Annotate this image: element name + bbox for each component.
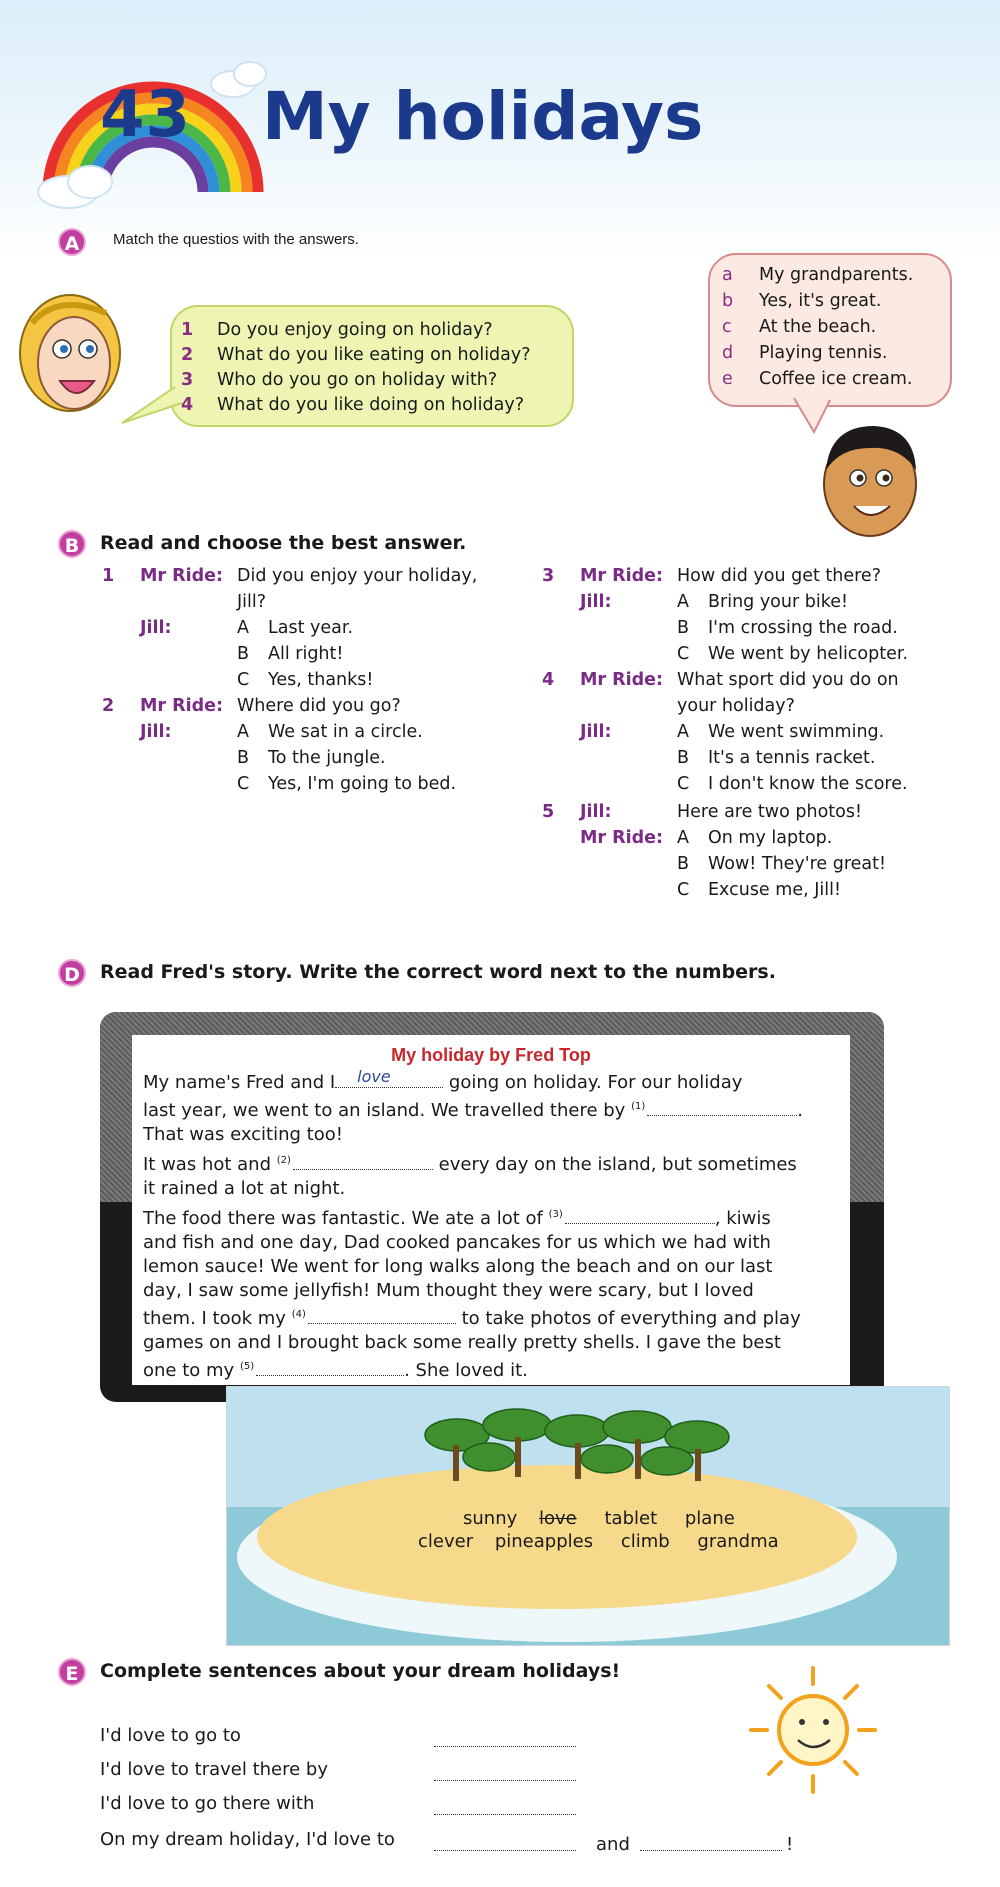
responder-label: Jill: bbox=[140, 618, 172, 638]
option-item[interactable]: B Wow! They're great! bbox=[677, 854, 887, 874]
girl-face-icon bbox=[8, 283, 128, 433]
option-item[interactable]: C We went by helicopter. bbox=[677, 644, 909, 664]
dream-line-3: I'd love to go there with bbox=[100, 1793, 315, 1814]
word-bank-row-2 bbox=[418, 1531, 779, 1552]
unit-number: 43 bbox=[100, 78, 192, 152]
question-4-continued: your holiday? bbox=[677, 696, 795, 716]
question-1-options bbox=[237, 615, 373, 693]
question-5: 5 Jill: Here are two photos! bbox=[542, 802, 862, 822]
option-item[interactable]: A Bring your bike! bbox=[677, 592, 848, 612]
option-item[interactable]: A We went swimming. bbox=[677, 722, 885, 742]
dream-line-4: On my dream holiday, I'd love to bbox=[100, 1829, 395, 1850]
gap-5-input[interactable] bbox=[256, 1359, 404, 1376]
gap-3-input[interactable] bbox=[565, 1207, 715, 1224]
option-item[interactable]: B To the jungle. bbox=[237, 748, 386, 768]
boy-face-icon bbox=[810, 416, 930, 541]
question-item: 4 What do you like doing on holiday? bbox=[181, 395, 525, 415]
word-item: climb bbox=[620, 1531, 670, 1552]
dream-line-1: I'd love to go to bbox=[100, 1725, 241, 1746]
option-item[interactable]: C I don't know the score. bbox=[677, 774, 908, 794]
word-item-used: love bbox=[539, 1508, 577, 1529]
option-item[interactable]: B I'm crossing the road. bbox=[677, 618, 898, 638]
option-item[interactable]: C Excuse me, Jill! bbox=[677, 880, 841, 900]
gap-2-input[interactable] bbox=[293, 1153, 433, 1170]
section-e-badge: E bbox=[58, 1658, 86, 1686]
question-4-options bbox=[677, 719, 908, 797]
speech-bubble-tail bbox=[120, 385, 190, 425]
dream-line-2: I'd love to travel there by bbox=[100, 1759, 329, 1780]
story-paragraph-1: My name's Fred and I love going on holiday. For our holiday last year, we went to an island. We travelled there by $^{(1)}$ . That was exciting too! bbox=[143, 1067, 803, 1145]
section-a-badge: A bbox=[58, 228, 86, 256]
question-3-options bbox=[677, 589, 908, 667]
section-b-badge: B bbox=[58, 530, 86, 558]
option-item[interactable]: C Yes, I'm going to bed. bbox=[237, 774, 457, 794]
gap-1-input[interactable] bbox=[647, 1099, 797, 1116]
dream-answer-2-input[interactable] bbox=[434, 1780, 576, 1781]
story-paragraph-2: It was hot and $^{(2)}$ every day on the island, but sometimes it rained a lot at night. bbox=[143, 1154, 797, 1199]
section-a-instruction: Match the questios with the answers. bbox=[113, 231, 359, 248]
answer-item: d Playing tennis. bbox=[722, 343, 888, 363]
option-item[interactable]: B It's a tennis racket. bbox=[677, 748, 876, 768]
word-bank-row-1 bbox=[463, 1508, 735, 1529]
gap-4-input[interactable] bbox=[308, 1307, 456, 1324]
and-word: and bbox=[596, 1834, 630, 1855]
section-b-title: Read and choose the best answer. bbox=[100, 532, 467, 554]
responder-label: Jill: bbox=[140, 722, 172, 742]
questions-list bbox=[181, 318, 531, 418]
sun-icon bbox=[738, 1660, 888, 1800]
option-item[interactable]: A On my laptop. bbox=[677, 828, 833, 848]
responder-label: Jill: bbox=[580, 722, 612, 742]
option-item[interactable]: A We sat in a circle. bbox=[237, 722, 423, 742]
page-title: My holidays bbox=[262, 78, 704, 155]
example-answer-blank: love bbox=[335, 1071, 443, 1088]
dream-answer-3-input[interactable] bbox=[434, 1814, 576, 1815]
dream-answer-1-input[interactable] bbox=[434, 1746, 576, 1747]
question-1-continued: Jill? bbox=[237, 592, 267, 612]
word-item: grandma bbox=[697, 1531, 779, 1552]
option-item[interactable]: C Yes, thanks! bbox=[237, 670, 374, 690]
end-mark: ! bbox=[786, 1834, 794, 1855]
dream-answer-4b-input[interactable] bbox=[640, 1850, 782, 1851]
question-item: 1 Do you enjoy going on holiday? bbox=[181, 320, 493, 340]
section-d-title: Read Fred's story. Write the correct word next to the numbers. bbox=[100, 961, 776, 983]
story-paragraph-3: The food there was fantastic. We ate a lot of $^{(3)}$ , kiwis and fish and one day, Dad cooked pancakes for us which we had with lemon sauce! We went for long walks along the beach and on our last day, I saw some jellyfish! Mum thought they were scary, but I loved them. I took my $^{(4)}$ to take photos of everything and play games on and I brought back some really pretty shells. I gave the best one to my $^{(5)}$ . She loved it. bbox=[143, 1208, 801, 1381]
question-2: 2 Mr Ride: Where did you go? bbox=[102, 696, 401, 716]
responder-label: Jill: bbox=[580, 592, 612, 612]
answer-item: c At the beach. bbox=[722, 317, 877, 337]
question-item: 2 What do you like eating on holiday? bbox=[181, 345, 531, 365]
answers-list bbox=[722, 262, 913, 392]
word-item: sunny bbox=[463, 1508, 518, 1529]
word-item: tablet bbox=[604, 1508, 658, 1529]
question-3: 3 Mr Ride: How did you get there? bbox=[542, 566, 881, 586]
question-2-options bbox=[237, 719, 456, 797]
section-d-badge: D bbox=[58, 959, 86, 987]
story-title: My holiday by Fred Top bbox=[391, 1045, 591, 1065]
answer-item: b Yes, it's great. bbox=[722, 291, 882, 311]
word-item: clever bbox=[418, 1531, 474, 1552]
question-1: 1 Mr Ride: Did you enjoy your holiday, bbox=[102, 566, 478, 586]
question-item: 3 Who do you go on holiday with? bbox=[181, 370, 498, 390]
dream-answer-4a-input[interactable] bbox=[434, 1850, 576, 1851]
option-item[interactable]: B All right! bbox=[237, 644, 344, 664]
section-e-title: Complete sentences about your dream holidays! bbox=[100, 1660, 621, 1682]
responder-label: Mr Ride: bbox=[580, 828, 664, 848]
question-4: 4 Mr Ride: What sport did you do on bbox=[542, 670, 899, 690]
question-5-options bbox=[677, 825, 886, 903]
word-item: pineapples bbox=[494, 1531, 594, 1552]
word-item: plane bbox=[684, 1508, 735, 1529]
answer-item: e Coffee ice cream. bbox=[722, 369, 913, 389]
option-item[interactable]: A Last year. bbox=[237, 618, 354, 638]
answer-item: a My grandparents. bbox=[722, 265, 914, 285]
